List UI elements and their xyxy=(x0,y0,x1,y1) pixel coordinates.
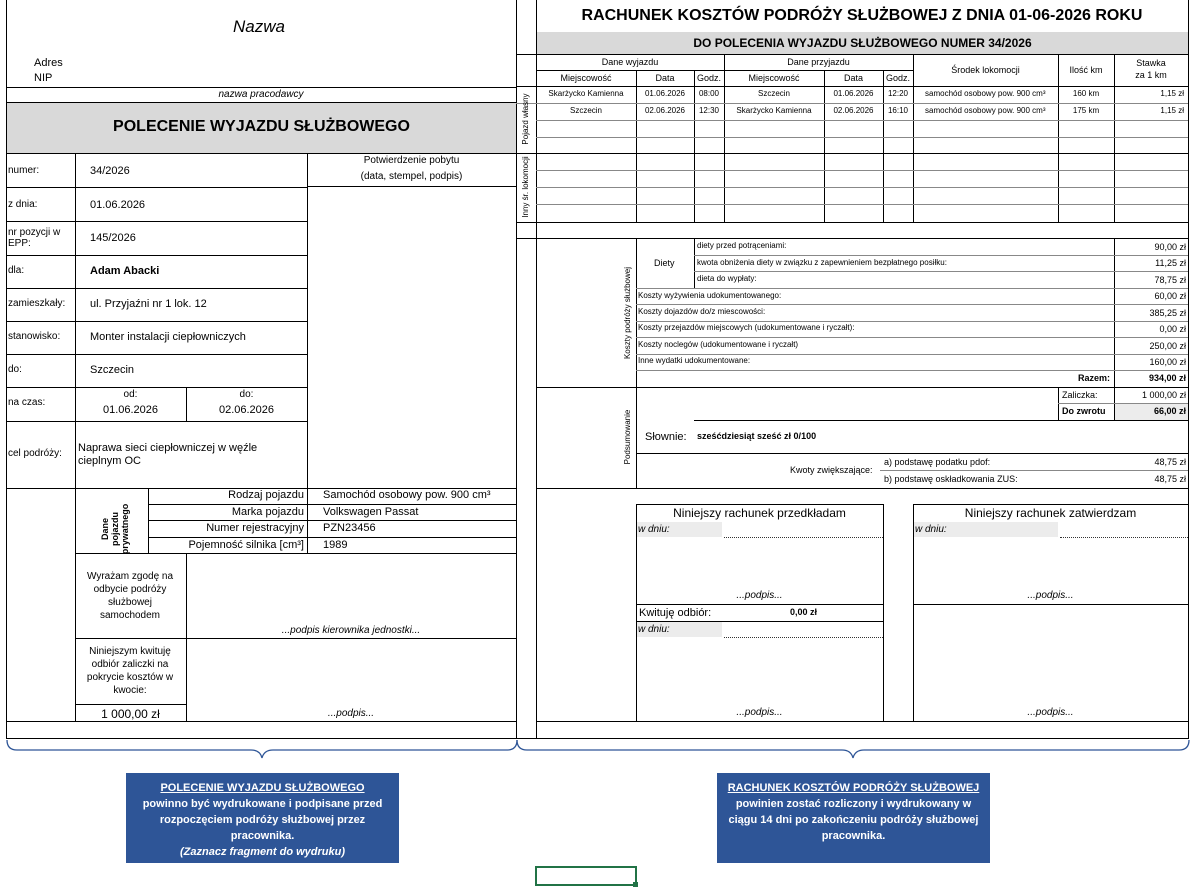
note-right-title: RACHUNEK KOSZTÓW PODRÓŻY SŁUŻBOWEJ xyxy=(727,782,980,794)
cost-value-diety-gross: 90,00 zł xyxy=(1154,242,1186,252)
advance-amount: 1 000,00 zł xyxy=(101,707,160,721)
vehicle-type-value: Samochód osobowy pow. 900 cm³ xyxy=(323,489,491,501)
field-label-date: z dnia: xyxy=(8,199,38,210)
trip-1-km: 160 km xyxy=(1072,89,1100,98)
receipt-signature: ...podpis... xyxy=(736,707,783,718)
purpose-label: cel podróży: xyxy=(8,448,62,459)
zus-base-label: b) podstawę oskładkowania ZUS: xyxy=(884,474,1018,484)
statement-title: RACHUNEK KOSZTÓW PODRÓŻY SŁUŻBOWEJ Z DNIA 01-06-2026 ROKU xyxy=(581,7,1143,24)
cost-label-commute: Koszty dojazdów do/z miescowości: xyxy=(638,307,766,316)
receipt-value: 0,00 zł xyxy=(789,607,818,617)
vehicle-make-value: Volkswagen Passat xyxy=(323,506,419,518)
refund-value: 66,00 zł xyxy=(1153,406,1186,416)
engine-capacity-value: 1989 xyxy=(323,539,348,551)
total-label: Razem: xyxy=(1077,373,1110,383)
order-title: POLECENIE WYJAZDU SŁUŻBOWEGO xyxy=(113,118,410,135)
left-brace-icon xyxy=(6,740,518,760)
increase-label: Kwoty zwiększające: xyxy=(790,465,873,475)
cost-value-other: 160,00 zł xyxy=(1149,357,1186,367)
employee-name: Adam Abacki xyxy=(90,265,160,277)
tax-base-value: 48,75 zł xyxy=(1154,457,1186,467)
cost-value-local: 0,00 zł xyxy=(1159,324,1186,334)
period-label: na czas: xyxy=(8,397,46,408)
from-value: 01.06.2026 xyxy=(102,404,159,416)
submit-box-title: Niniejszy rachunek przedkładam xyxy=(673,506,846,520)
note-left-body: powinno być wydrukowane i podpisane przed rozpoczęciem podróży służbowej przez pracownika. xyxy=(142,798,383,842)
field-label-for: dla: xyxy=(8,265,25,276)
cost-value-diety-net: 78,75 zł xyxy=(1154,275,1186,285)
trip-2-date-from: 02.06.2026 xyxy=(644,106,686,115)
trip-1-date-from: 01.06.2026 xyxy=(644,89,686,98)
cost-label-meals: Koszty wyżywienia udokumentowanego: xyxy=(638,291,782,300)
cost-label-other: Inne wydatki udokumentowane: xyxy=(638,356,751,365)
trip-1-mode: samochód osobowy pow. 900 cm³ xyxy=(925,89,1046,98)
trip-1-time-from: 08:00 xyxy=(698,89,720,98)
field-value-epp: 145/2026 xyxy=(90,232,136,244)
total-value: 934,00 zł xyxy=(1148,373,1186,383)
side-label-other-transport: Inny śr. lokomocji xyxy=(521,156,530,218)
note-left-hint: (Zaznacz fragment do wydruku) xyxy=(179,846,346,858)
side-label-costs: Koszty podróży służbowej xyxy=(623,266,632,360)
receipt-date-label: w dniu: xyxy=(638,624,670,635)
words-label: Słownie: xyxy=(645,431,687,443)
trip-2-time-from: 12:30 xyxy=(698,106,720,115)
field-label-residence: zamieszkały: xyxy=(8,298,66,309)
note-right-body: powinien zostać rozliczony i wydrukowany w ciągu 14 dni po zakończeniu podróży służbowej pracownika. xyxy=(728,798,979,842)
field-label-position: stanowisko: xyxy=(8,331,61,342)
field-value-destination: Szczecin xyxy=(90,364,135,376)
statement-subtitle: DO POLECENIA WYJAZDU SŁUŻBOWEGO NUMER 34/2026 xyxy=(693,36,1032,50)
col-place-from: Miejscowość xyxy=(560,73,612,83)
trip-2-mode: samochód osobowy pow. 900 cm³ xyxy=(925,106,1046,115)
vehicle-caption: Dane pojazdu prywatnego xyxy=(100,503,130,555)
stay-confirmation-title: Potwierdzenie pobytu xyxy=(363,155,460,166)
employer-caption: nazwa pracodawcy xyxy=(218,89,304,100)
consent-text: Wyrażam zgodę na odbycie podróży służbowej samochodem xyxy=(86,571,174,621)
submit-date-label: w dniu: xyxy=(638,524,670,535)
advance-receipt-text: Niniejszym kwituję odbiór zaliczki na pokrycie kosztów w kwocie: xyxy=(86,646,174,696)
field-label-destination: do: xyxy=(8,364,22,375)
vehicle-plate-label: Numer rejestracyjny xyxy=(206,522,304,534)
from-label: od: xyxy=(123,389,138,400)
trip-2-from: Szczecin xyxy=(569,106,602,115)
side-label-summary: Podsumowanie xyxy=(623,409,632,465)
field-label-number: numer: xyxy=(8,165,40,176)
field-value-date: 01.06.2026 xyxy=(90,199,146,211)
manager-signature: ...podpis kierownika jednostki... xyxy=(281,625,421,636)
trip-1-rate: 1,15 zł xyxy=(1160,89,1184,98)
submit-signature: ...podpis... xyxy=(736,590,783,601)
cost-label-lodging: Koszty noclegów (udokumentowane i ryczałt) xyxy=(638,340,799,349)
col-rate-unit: za 1 km xyxy=(1135,70,1167,80)
purpose-value: Naprawa sieci ciepłowniczej w węźle cieplnym OC xyxy=(78,442,258,467)
cost-label-local: Koszty przejazdów miejscowych (udokumentowane i ryczałt): xyxy=(638,323,855,332)
cost-value-diety-reduction: 11,25 zł xyxy=(1155,258,1186,268)
stay-confirmation-hint: (data, stempel, podpis) xyxy=(360,171,463,182)
to-label: do: xyxy=(239,389,254,400)
receipt-label: Kwituję odbiór: xyxy=(639,607,712,619)
address-label: Adres xyxy=(34,57,63,69)
trip-2-time-to: 16:10 xyxy=(887,106,909,115)
trip-1-time-to: 12:20 xyxy=(887,89,909,98)
advance-signature: ...podpis... xyxy=(327,708,375,719)
vehicle-type-label: Rodzaj pojazdu xyxy=(228,489,304,501)
note-left-title: POLECENIE WYJAZDU SŁUŻBOWEGO xyxy=(160,782,365,794)
cost-value-lodging: 250,00 zł xyxy=(1149,341,1186,351)
cost-value-meals: 60,00 zł xyxy=(1154,291,1186,301)
trip-1-to: Szczecin xyxy=(757,89,790,98)
col-km: Ilość km xyxy=(1069,65,1103,75)
cost-label-diety-gross: diety przed potrąceniami: xyxy=(697,241,787,250)
col-rate: Stawka xyxy=(1136,58,1166,68)
cost-label-diety-reduction: kwota obniżenia diety w związku z zapewnieniem bezpłatnego posiłku: xyxy=(697,258,947,267)
zus-base-value: 48,75 zł xyxy=(1154,474,1186,484)
side-label-own-vehicle: Pojazd własny xyxy=(521,93,530,145)
fill-handle[interactable] xyxy=(633,882,638,887)
company-name: Nazwa xyxy=(233,17,285,36)
approve-box-title: Niniejszy rachunek zatwierdzam xyxy=(964,506,1137,520)
final-signature: ...podpis... xyxy=(1027,707,1074,718)
trip-1-date-to: 01.06.2026 xyxy=(833,89,874,98)
approve-date-label: w dniu: xyxy=(915,524,947,535)
nip-label: NIP xyxy=(34,72,53,84)
trip-2-rate: 1,15 zł xyxy=(1160,106,1184,115)
cost-label-diety-net: dieta do wypłaty: xyxy=(697,274,757,283)
advance-summary-value: 1 000,00 zł xyxy=(1141,390,1186,400)
cost-statement-note xyxy=(717,773,990,863)
col-group-departure: Dane wyjazdu xyxy=(601,57,659,67)
field-value-position: Monter instalacji ciepłowniczych xyxy=(90,331,246,343)
vehicle-make-label: Marka pojazdu xyxy=(231,506,304,518)
col-date-from: Data xyxy=(655,73,675,83)
field-value-residence: ul. Przyjaźni nr 1 lok. 12 xyxy=(90,298,207,310)
trip-2-date-to: 02.06.2026 xyxy=(833,106,874,115)
field-label-epp: nr pozycji w EPP: xyxy=(8,227,61,249)
vehicle-plate-value: PZN23456 xyxy=(323,522,376,534)
diety-label: Diety xyxy=(654,258,675,268)
col-group-arrival: Dane przyjazdu xyxy=(787,57,850,67)
col-place-to: Miejscowość xyxy=(748,73,800,83)
trip-2-to: Skarżycko Kamienna xyxy=(736,106,812,115)
col-date-to: Data xyxy=(843,73,863,83)
selected-cell[interactable] xyxy=(535,866,637,886)
cost-value-commute: 385,25 zł xyxy=(1149,308,1186,318)
col-time-to: Godz. xyxy=(885,73,910,83)
refund-label: Do zwrotu xyxy=(1062,406,1106,416)
to-value: 02.06.2026 xyxy=(218,404,275,416)
right-brace-icon xyxy=(516,740,1190,760)
approve-signature: ...podpis... xyxy=(1027,590,1074,601)
field-value-number: 34/2026 xyxy=(90,165,130,177)
engine-capacity-label: Pojemność silnika [cm³] xyxy=(188,539,304,551)
travel-order-note xyxy=(126,773,399,863)
trip-1-from: Skarżycko Kamienna xyxy=(548,89,624,98)
tax-base-label: a) podstawę podatku pdof: xyxy=(884,457,991,467)
col-transport: Środek lokomocji xyxy=(951,65,1020,75)
advance-summary-label: Zaliczka: xyxy=(1062,390,1098,400)
words-value: sześćdziesiąt sześć zł 0/100 xyxy=(697,431,817,441)
trip-2-km: 175 km xyxy=(1072,106,1100,115)
col-time-from: Godz. xyxy=(696,73,721,83)
